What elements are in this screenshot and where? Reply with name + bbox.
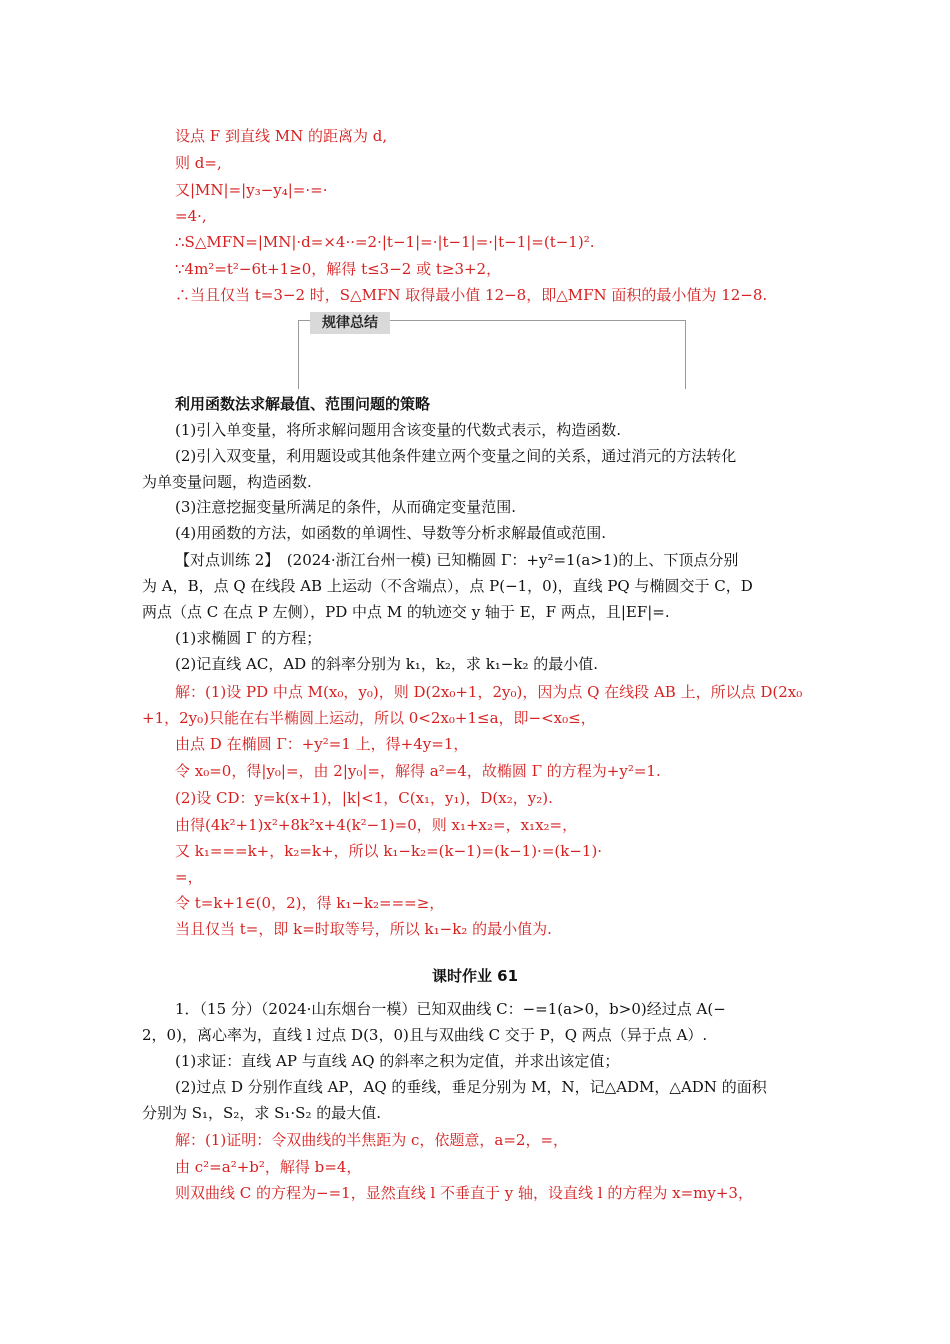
solution-line: ∵4m²=t²−6t+1≥0，解得 t≤3−2 或 t≥3+2， xyxy=(175,260,502,278)
solution-line: 令 x₀=0，得|y₀|=，由 2|y₀|=，解得 a²=4，故椭圆 Γ 的方程为+y²=1. xyxy=(175,762,661,780)
strategy-item: 为单变量问题，构造函数. xyxy=(142,473,312,491)
problem-line: 2，0)，离心率为，直线 l 过点 D(3，0)且与双曲线 C 交于 P，Q 两点（异于点 A）. xyxy=(142,1026,708,1044)
problem-line: 两点（点 C 在点 P 左侧），PD 中点 M 的轨迹交 y 轴于 E，F 两点，且|EF|=. xyxy=(142,603,670,621)
summary-box-tab: 规律总结 xyxy=(310,312,390,334)
strategy-item: (1)引入单变量，将所求解问题用含该变量的代数式表示，构造函数. xyxy=(175,421,622,439)
solution-line: 又|MN|=|y₃−y₄|=·=· xyxy=(175,181,328,199)
section-title: 课时作业 61 xyxy=(431,967,519,985)
problem-line: (1)求证：直线 AP 与直线 AQ 的斜率之积为定值，并求出该定值； xyxy=(175,1052,620,1070)
solution-line: ∴当且仅当 t=3−2 时，S△MFN 取得最小值 12−8，即△MFN 面积的最小值为 12−8. xyxy=(175,286,768,304)
solution-line: ∴S△MFN=|MN|·d=×4··=2·|t−1|=·|t−1|=·|t−1|=(t−1)². xyxy=(175,233,595,251)
solution-line: 解：(1)证明：令双曲线的半焦距为 c，依题意，a=2，=， xyxy=(175,1131,569,1149)
solution-line: 则 d=, xyxy=(175,154,222,172)
solution-line: 由得(4k²+1)x²+8k²x+4(k²−1)=0，则 x₁+x₂=，x₁x₂=， xyxy=(175,816,578,834)
problem-line: 【对点训练 2】 (2024·浙江台州一模) 已知椭圆 Γ：+y²=1(a>1)的上、下顶点分别 xyxy=(175,551,739,569)
solution-line: 则双曲线 C 的方程为−=1，显然直线 l 不垂直于 y 轴，设直线 l 的方程为 x=my+3， xyxy=(175,1184,753,1202)
strategy-item: (2)引入双变量，利用题设或其他条件建立两个变量之间的关系，通过消元的方法转化 xyxy=(175,447,737,465)
solution-line: +1，2y₀)只能在右半椭圆上运动，所以 0<2x₀+1≤a，即−<x₀≤， xyxy=(142,709,596,727)
solution-line: =4·, xyxy=(175,207,207,225)
solution-line: 当且仅当 t=，即 k=时取等号，所以 k₁−k₂ 的最小值为. xyxy=(175,920,552,938)
strategy-item: (3)注意挖掘变量所满足的条件，从而确定变量范围. xyxy=(175,498,517,516)
problem-line: 为 A，B，点 Q 在线段 AB 上运动（不含端点），点 P(−1，0)，直线 PQ 与椭圆交于 C，D xyxy=(142,577,753,595)
solution-line: 令 t=k+1∈(0，2)，得 k₁−k₂===≥， xyxy=(175,894,445,912)
strategy-item: (4)用函数的方法，如函数的单调性、导数等分析求解最值或范围. xyxy=(175,524,607,542)
problem-line: (2)记直线 AC，AD 的斜率分别为 k₁，k₂，求 k₁−k₂ 的最小值. xyxy=(175,655,599,673)
solution-line: 解：(1)设 PD 中点 M(x₀，y₀)，则 D(2x₀+1，2y₀)，因为点 Q 在线段 AB 上，所以点 D(2x₀ xyxy=(175,683,803,701)
solution-line: 又 k₁===k+，k₂=k+，所以 k₁−k₂=(k−1)=(k−1)·=(k−1)· xyxy=(175,842,603,860)
strategy-heading: 利用函数法求解最值、范围问题的策略 xyxy=(175,395,431,413)
solution-line: 由点 D 在椭圆 Γ：+y²=1 上，得+4y=1， xyxy=(175,735,469,753)
solution-line: 由 c²=a²+b²，解得 b=4， xyxy=(175,1158,362,1176)
solution-line: =， xyxy=(175,868,203,886)
problem-line: 分别为 S₁，S₂，求 S₁·S₂ 的最大值. xyxy=(142,1104,381,1122)
problem-line: (1)求椭圆 Γ 的方程； xyxy=(175,629,322,647)
problem-line: 1．（15 分）（2024·山东烟台一模）已知双曲线 C：−=1(a>0，b>0)经过点 A(− xyxy=(175,1000,726,1018)
solution-line: (2)设 CD：y=k(x+1)，|k|<1，C(x₁，y₁)，D(x₂，y₂). xyxy=(175,789,553,807)
problem-line: (2)过点 D 分别作直线 AP，AQ 的垂线，垂足分别为 M，N，记△ADM，△ADN 的面积 xyxy=(175,1078,767,1096)
solution-line: 设点 F 到直线 MN 的距离为 d, xyxy=(175,127,388,145)
